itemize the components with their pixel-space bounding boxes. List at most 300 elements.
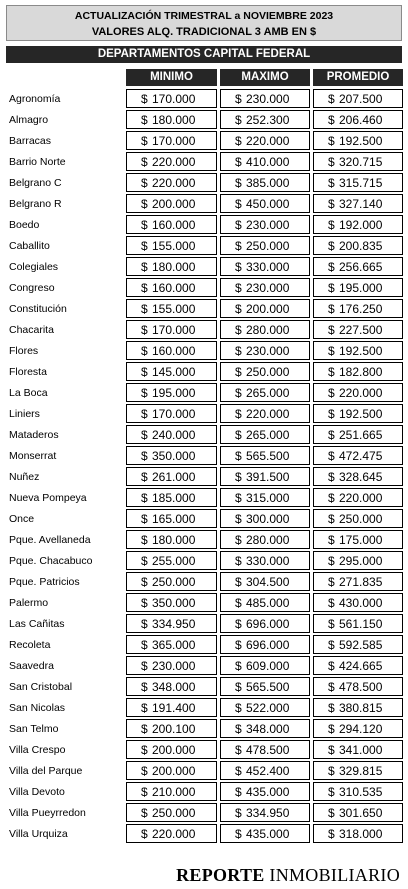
price-value: 478.500 bbox=[246, 743, 290, 757]
price-cell-min bbox=[126, 719, 217, 738]
currency-symbol: $ bbox=[235, 197, 242, 211]
price-cell-avg bbox=[313, 572, 403, 591]
currency-symbol: $ bbox=[235, 428, 242, 442]
price-value: 261.000 bbox=[152, 470, 196, 484]
price-cell-max bbox=[220, 320, 310, 339]
table-row bbox=[0, 697, 408, 718]
table-row bbox=[0, 571, 408, 592]
price-cell-avg bbox=[313, 782, 403, 801]
price-value: 192.000 bbox=[339, 218, 383, 232]
table-row bbox=[0, 277, 408, 298]
currency-symbol: $ bbox=[141, 533, 148, 547]
price-value: 565.500 bbox=[246, 449, 290, 463]
currency-symbol: $ bbox=[235, 491, 242, 505]
price-cell-max bbox=[220, 425, 310, 444]
neighborhood-name: Pque. Avellaneda bbox=[9, 534, 91, 546]
price-value: 160.000 bbox=[152, 218, 196, 232]
neighborhood-name: Monserrat bbox=[9, 450, 57, 462]
price-cell-max bbox=[220, 341, 310, 360]
price-value: 696.000 bbox=[246, 638, 290, 652]
currency-symbol: $ bbox=[141, 554, 148, 568]
price-cell-avg bbox=[313, 488, 403, 507]
currency-symbol: $ bbox=[141, 806, 148, 820]
currency-symbol: $ bbox=[141, 512, 148, 526]
price-cell-min bbox=[126, 593, 217, 612]
price-cell-avg bbox=[313, 509, 403, 528]
neighborhood-name: Floresta bbox=[9, 366, 47, 378]
currency-symbol: $ bbox=[235, 785, 242, 799]
price-value: 195.000 bbox=[339, 281, 383, 295]
table-row bbox=[0, 718, 408, 739]
price-value: 348.000 bbox=[246, 722, 290, 736]
currency-symbol: $ bbox=[141, 134, 148, 148]
currency-symbol: $ bbox=[235, 512, 242, 526]
table-row bbox=[0, 382, 408, 403]
price-value: 450.000 bbox=[246, 197, 290, 211]
price-value: 170.000 bbox=[152, 134, 196, 148]
price-value: 300.000 bbox=[246, 512, 290, 526]
price-value: 230.000 bbox=[246, 344, 290, 358]
neighborhood-name: Villa Urquiza bbox=[9, 828, 68, 840]
table-row bbox=[0, 88, 408, 109]
price-cell-avg bbox=[313, 362, 403, 381]
neighborhood-name: La Boca bbox=[9, 387, 48, 399]
price-value: 350.000 bbox=[152, 596, 196, 610]
table-row bbox=[0, 319, 408, 340]
currency-symbol: $ bbox=[235, 302, 242, 316]
price-cell-max bbox=[220, 467, 310, 486]
currency-symbol: $ bbox=[141, 617, 148, 631]
table-row bbox=[0, 550, 408, 571]
neighborhood-name: Boedo bbox=[9, 219, 40, 231]
table-row bbox=[0, 298, 408, 319]
report-title-box bbox=[6, 5, 402, 41]
table-row bbox=[0, 130, 408, 151]
price-cell-max bbox=[220, 362, 310, 381]
currency-symbol: $ bbox=[235, 764, 242, 778]
price-cell-min bbox=[126, 425, 217, 444]
currency-symbol: $ bbox=[235, 533, 242, 547]
currency-symbol: $ bbox=[328, 743, 335, 757]
price-cell-max bbox=[220, 131, 310, 150]
currency-symbol: $ bbox=[235, 659, 242, 673]
price-cell-avg bbox=[313, 278, 403, 297]
price-value: 330.000 bbox=[246, 260, 290, 274]
table-row bbox=[0, 655, 408, 676]
price-cell-avg bbox=[313, 467, 403, 486]
currency-symbol: $ bbox=[235, 323, 242, 337]
currency-symbol: $ bbox=[328, 722, 335, 736]
currency-symbol: $ bbox=[328, 218, 335, 232]
price-value: 478.500 bbox=[339, 680, 383, 694]
price-value: 472.475 bbox=[339, 449, 383, 463]
price-cell-min bbox=[126, 194, 217, 213]
currency-symbol: $ bbox=[141, 701, 148, 715]
price-value: 385.000 bbox=[246, 176, 290, 190]
price-cell-avg bbox=[313, 404, 403, 423]
currency-symbol: $ bbox=[235, 575, 242, 589]
price-cell-max bbox=[220, 782, 310, 801]
neighborhood-name: Villa del Parque bbox=[9, 765, 83, 777]
price-cell-avg bbox=[313, 530, 403, 549]
price-cell-min bbox=[126, 383, 217, 402]
currency-symbol: $ bbox=[141, 491, 148, 505]
table-row bbox=[0, 214, 408, 235]
price-cell-avg bbox=[313, 110, 403, 129]
currency-symbol: $ bbox=[141, 92, 148, 106]
neighborhood-name: Agronomía bbox=[9, 93, 61, 105]
price-cell-avg bbox=[313, 551, 403, 570]
neighborhood-name: Recoleta bbox=[9, 639, 51, 651]
price-cell-avg bbox=[313, 803, 403, 822]
price-value: 160.000 bbox=[152, 281, 196, 295]
price-value: 207.500 bbox=[339, 92, 383, 106]
brand-rest: INMOBILIARIO bbox=[269, 865, 400, 885]
table-row bbox=[0, 403, 408, 424]
neighborhood-name: Chacarita bbox=[9, 324, 54, 336]
price-value: 206.460 bbox=[339, 113, 383, 127]
price-value: 220.000 bbox=[246, 407, 290, 421]
price-cell-max bbox=[220, 740, 310, 759]
report-title: ACTUALIZACIÓN TRIMESTRAL a NOVIEMBRE 2023 bbox=[74, 10, 334, 22]
price-value: 435.000 bbox=[246, 785, 290, 799]
currency-symbol: $ bbox=[141, 827, 148, 841]
currency-symbol: $ bbox=[328, 386, 335, 400]
currency-symbol: $ bbox=[141, 680, 148, 694]
currency-symbol: $ bbox=[141, 722, 148, 736]
currency-symbol: $ bbox=[328, 554, 335, 568]
currency-symbol: $ bbox=[141, 365, 148, 379]
price-value: 175.000 bbox=[339, 533, 383, 547]
price-value: 310.535 bbox=[339, 785, 383, 799]
price-cell-avg bbox=[313, 446, 403, 465]
price-value: 380.815 bbox=[339, 701, 383, 715]
price-value: 192.500 bbox=[339, 344, 383, 358]
neighborhood-name: Belgrano R bbox=[9, 198, 62, 210]
neighborhood-name: San Cristobal bbox=[9, 681, 73, 693]
report-subtitle: VALORES ALQ. TRADICIONAL 3 AMB EN $ bbox=[91, 26, 317, 38]
price-cell-min bbox=[126, 446, 217, 465]
price-cell-max bbox=[220, 446, 310, 465]
currency-symbol: $ bbox=[141, 764, 148, 778]
table-row bbox=[0, 760, 408, 781]
price-value: 182.800 bbox=[339, 365, 383, 379]
price-value: 435.000 bbox=[246, 827, 290, 841]
price-value: 250.000 bbox=[152, 575, 196, 589]
neighborhood-name: Villa Pueyrredon bbox=[9, 807, 86, 819]
price-value: 200.000 bbox=[152, 197, 196, 211]
price-value: 424.665 bbox=[339, 659, 383, 673]
neighborhood-name: Flores bbox=[9, 345, 39, 357]
currency-symbol: $ bbox=[141, 407, 148, 421]
price-cell-avg bbox=[313, 236, 403, 255]
price-cell-min bbox=[126, 404, 217, 423]
price-value: 350.000 bbox=[152, 449, 196, 463]
currency-symbol: $ bbox=[328, 449, 335, 463]
neighborhood-name: Caballito bbox=[9, 240, 50, 252]
price-cell-min bbox=[126, 299, 217, 318]
neighborhood-name: Liniers bbox=[9, 408, 40, 420]
price-cell-max bbox=[220, 173, 310, 192]
currency-symbol: $ bbox=[141, 785, 148, 799]
price-value: 220.000 bbox=[339, 491, 383, 505]
currency-symbol: $ bbox=[235, 239, 242, 253]
table-row bbox=[0, 634, 408, 655]
price-cell-min bbox=[126, 173, 217, 192]
price-value: 192.500 bbox=[339, 407, 383, 421]
neighborhood-name: Saavedra bbox=[9, 660, 54, 672]
price-cell-min bbox=[126, 614, 217, 633]
currency-symbol: $ bbox=[328, 785, 335, 799]
neighborhood-name: San Nicolas bbox=[9, 702, 66, 714]
price-value: 165.000 bbox=[152, 512, 196, 526]
price-value: 250.000 bbox=[246, 365, 290, 379]
price-value: 391.500 bbox=[246, 470, 290, 484]
currency-symbol: $ bbox=[235, 344, 242, 358]
price-cell-avg bbox=[313, 824, 403, 843]
currency-symbol: $ bbox=[235, 386, 242, 400]
price-value: 315.000 bbox=[246, 491, 290, 505]
price-cell-min bbox=[126, 215, 217, 234]
currency-symbol: $ bbox=[328, 344, 335, 358]
price-cell-min bbox=[126, 488, 217, 507]
currency-symbol: $ bbox=[235, 638, 242, 652]
price-value: 329.815 bbox=[339, 764, 383, 778]
price-cell-min bbox=[126, 278, 217, 297]
price-cell-min bbox=[126, 110, 217, 129]
currency-symbol: $ bbox=[328, 92, 335, 106]
currency-symbol: $ bbox=[235, 617, 242, 631]
column-header-max: MAXIMO bbox=[220, 69, 310, 86]
price-value: 696.000 bbox=[246, 617, 290, 631]
currency-symbol: $ bbox=[235, 260, 242, 274]
price-value: 320.715 bbox=[339, 155, 383, 169]
currency-symbol: $ bbox=[235, 155, 242, 169]
price-cell-min bbox=[126, 782, 217, 801]
currency-symbol: $ bbox=[141, 155, 148, 169]
price-cell-max bbox=[220, 89, 310, 108]
currency-symbol: $ bbox=[328, 365, 335, 379]
brand-bold: REPORTE bbox=[176, 865, 265, 885]
price-cell-avg bbox=[313, 677, 403, 696]
price-cell-max bbox=[220, 635, 310, 654]
currency-symbol: $ bbox=[235, 743, 242, 757]
section-title: DEPARTAMENTOS CAPITAL FEDERAL bbox=[6, 46, 402, 63]
neighborhood-name: Barracas bbox=[9, 135, 52, 147]
price-value: 304.500 bbox=[246, 575, 290, 589]
price-cell-max bbox=[220, 656, 310, 675]
price-cell-max bbox=[220, 593, 310, 612]
neighborhood-name: Constitución bbox=[9, 303, 67, 315]
currency-symbol: $ bbox=[328, 260, 335, 274]
price-value: 220.000 bbox=[152, 176, 196, 190]
price-value: 565.500 bbox=[246, 680, 290, 694]
currency-symbol: $ bbox=[328, 281, 335, 295]
currency-symbol: $ bbox=[141, 344, 148, 358]
neighborhood-name: Colegiales bbox=[9, 261, 59, 273]
currency-symbol: $ bbox=[328, 806, 335, 820]
price-cell-max bbox=[220, 803, 310, 822]
price-cell-avg bbox=[313, 173, 403, 192]
price-cell-min bbox=[126, 89, 217, 108]
neighborhood-name: Nuñez bbox=[9, 471, 40, 483]
table-row bbox=[0, 172, 408, 193]
table-row bbox=[0, 802, 408, 823]
price-cell-max bbox=[220, 551, 310, 570]
currency-symbol: $ bbox=[328, 239, 335, 253]
currency-symbol: $ bbox=[328, 512, 335, 526]
price-value: 220.000 bbox=[339, 386, 383, 400]
price-value: 185.000 bbox=[152, 491, 196, 505]
price-cell-avg bbox=[313, 89, 403, 108]
currency-symbol: $ bbox=[235, 680, 242, 694]
currency-symbol: $ bbox=[328, 659, 335, 673]
neighborhood-name: Once bbox=[9, 513, 35, 525]
column-header-min: MINIMO bbox=[126, 69, 217, 86]
neighborhood-name: Pque. Chacabuco bbox=[9, 555, 93, 567]
price-cell-max bbox=[220, 236, 310, 255]
currency-symbol: $ bbox=[328, 617, 335, 631]
currency-symbol: $ bbox=[141, 449, 148, 463]
price-value: 200.000 bbox=[152, 764, 196, 778]
price-cell-avg bbox=[313, 194, 403, 213]
currency-symbol: $ bbox=[235, 176, 242, 190]
currency-symbol: $ bbox=[328, 491, 335, 505]
currency-symbol: $ bbox=[141, 659, 148, 673]
price-value: 561.150 bbox=[339, 617, 383, 631]
price-value: 230.000 bbox=[246, 92, 290, 106]
price-cell-avg bbox=[313, 614, 403, 633]
price-cell-min bbox=[126, 320, 217, 339]
currency-symbol: $ bbox=[328, 533, 335, 547]
table-row bbox=[0, 781, 408, 802]
price-value: 191.400 bbox=[152, 701, 196, 715]
table-row bbox=[0, 739, 408, 760]
currency-symbol: $ bbox=[328, 596, 335, 610]
price-value: 341.000 bbox=[339, 743, 383, 757]
price-table bbox=[0, 88, 408, 844]
price-cell-max bbox=[220, 110, 310, 129]
price-value: 255.000 bbox=[152, 554, 196, 568]
currency-symbol: $ bbox=[328, 113, 335, 127]
price-value: 170.000 bbox=[152, 92, 196, 106]
price-cell-max bbox=[220, 488, 310, 507]
price-value: 452.400 bbox=[246, 764, 290, 778]
price-value: 210.000 bbox=[152, 785, 196, 799]
currency-symbol: $ bbox=[141, 176, 148, 190]
price-value: 230.000 bbox=[152, 659, 196, 673]
currency-symbol: $ bbox=[141, 239, 148, 253]
price-value: 318.000 bbox=[339, 827, 383, 841]
price-value: 250.000 bbox=[246, 239, 290, 253]
neighborhood-name: Barrio Norte bbox=[9, 156, 66, 168]
table-row bbox=[0, 340, 408, 361]
currency-symbol: $ bbox=[235, 92, 242, 106]
price-value: 485.000 bbox=[246, 596, 290, 610]
price-cell-min bbox=[126, 740, 217, 759]
currency-symbol: $ bbox=[328, 764, 335, 778]
neighborhood-name: Pque. Patricios bbox=[9, 576, 80, 588]
price-value: 192.500 bbox=[339, 134, 383, 148]
price-value: 265.000 bbox=[246, 428, 290, 442]
price-cell-min bbox=[126, 551, 217, 570]
currency-symbol: $ bbox=[235, 407, 242, 421]
price-cell-max bbox=[220, 194, 310, 213]
price-cell-min bbox=[126, 572, 217, 591]
table-row bbox=[0, 445, 408, 466]
price-value: 145.000 bbox=[152, 365, 196, 379]
currency-symbol: $ bbox=[328, 575, 335, 589]
price-cell-max bbox=[220, 677, 310, 696]
price-cell-avg bbox=[313, 383, 403, 402]
price-value: 315.715 bbox=[339, 176, 383, 190]
price-cell-avg bbox=[313, 635, 403, 654]
price-value: 280.000 bbox=[246, 323, 290, 337]
price-value: 200.835 bbox=[339, 239, 383, 253]
price-value: 227.500 bbox=[339, 323, 383, 337]
price-value: 220.000 bbox=[246, 134, 290, 148]
price-cell-max bbox=[220, 383, 310, 402]
currency-symbol: $ bbox=[141, 638, 148, 652]
price-cell-avg bbox=[313, 299, 403, 318]
table-row bbox=[0, 592, 408, 613]
table-row bbox=[0, 823, 408, 844]
price-cell-max bbox=[220, 278, 310, 297]
price-cell-avg bbox=[313, 593, 403, 612]
currency-symbol: $ bbox=[235, 365, 242, 379]
price-cell-avg bbox=[313, 131, 403, 150]
price-value: 200.000 bbox=[152, 743, 196, 757]
currency-symbol: $ bbox=[328, 155, 335, 169]
table-row bbox=[0, 151, 408, 172]
price-cell-min bbox=[126, 635, 217, 654]
price-value: 334.950 bbox=[246, 806, 290, 820]
currency-symbol: $ bbox=[328, 323, 335, 337]
price-value: 430.000 bbox=[339, 596, 383, 610]
table-row bbox=[0, 361, 408, 382]
price-cell-avg bbox=[313, 740, 403, 759]
column-header-avg: PROMEDIO bbox=[313, 69, 403, 86]
currency-symbol: $ bbox=[141, 575, 148, 589]
currency-symbol: $ bbox=[235, 449, 242, 463]
price-cell-avg bbox=[313, 698, 403, 717]
price-value: 334.950 bbox=[152, 617, 196, 631]
price-cell-max bbox=[220, 719, 310, 738]
price-value: 410.000 bbox=[246, 155, 290, 169]
price-value: 295.000 bbox=[339, 554, 383, 568]
price-value: 220.000 bbox=[152, 155, 196, 169]
price-value: 271.835 bbox=[339, 575, 383, 589]
currency-symbol: $ bbox=[235, 554, 242, 568]
currency-symbol: $ bbox=[141, 260, 148, 274]
table-row bbox=[0, 109, 408, 130]
currency-symbol: $ bbox=[141, 470, 148, 484]
price-cell-max bbox=[220, 257, 310, 276]
currency-symbol: $ bbox=[235, 722, 242, 736]
price-value: 365.000 bbox=[152, 638, 196, 652]
price-value: 348.000 bbox=[152, 680, 196, 694]
price-cell-max bbox=[220, 530, 310, 549]
currency-symbol: $ bbox=[235, 806, 242, 820]
price-value: 301.650 bbox=[339, 806, 383, 820]
price-cell-avg bbox=[313, 215, 403, 234]
currency-symbol: $ bbox=[235, 281, 242, 295]
price-cell-min bbox=[126, 530, 217, 549]
price-cell-max bbox=[220, 509, 310, 528]
price-value: 280.000 bbox=[246, 533, 290, 547]
price-cell-avg bbox=[313, 425, 403, 444]
neighborhood-name: Congreso bbox=[9, 282, 55, 294]
